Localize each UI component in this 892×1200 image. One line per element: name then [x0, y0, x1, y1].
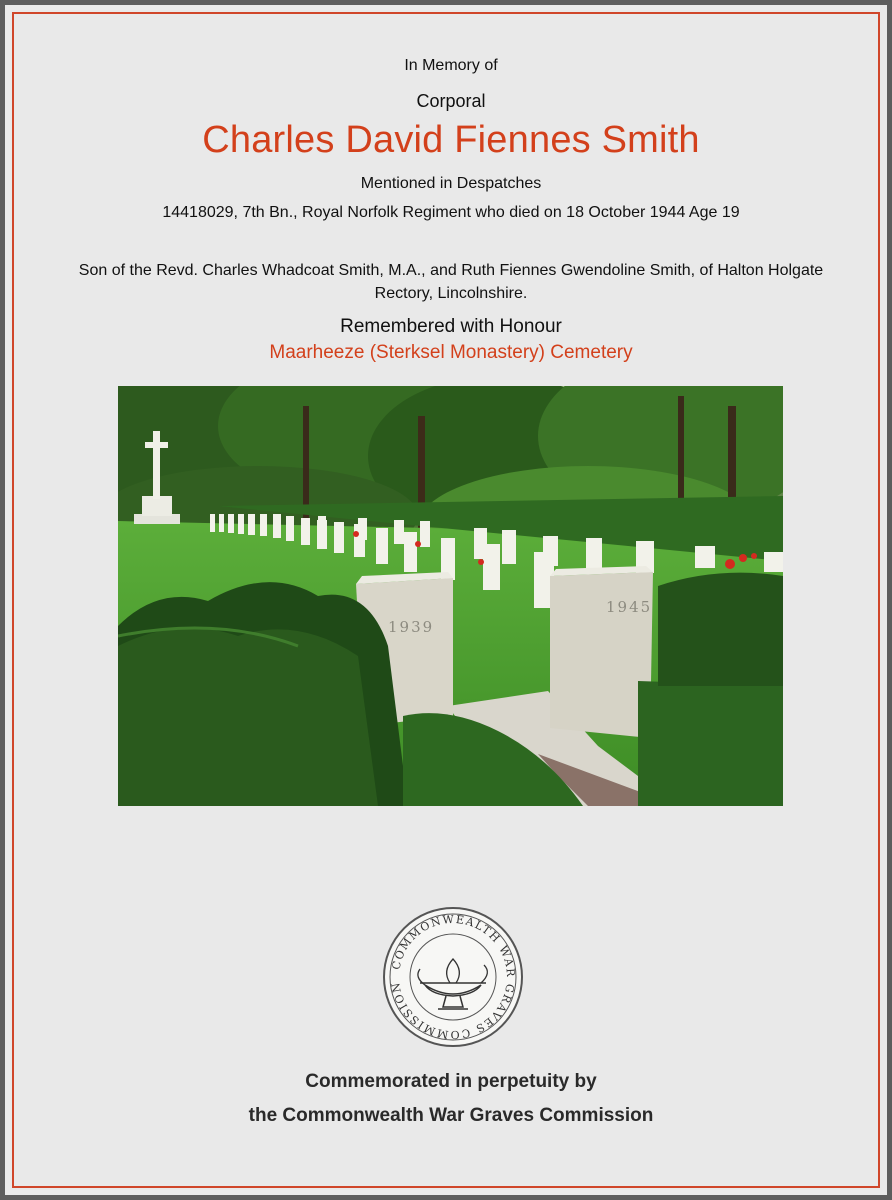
- cemetery-photo: [118, 386, 783, 806]
- remembered-label: Remembered with Honour: [340, 316, 562, 337]
- pillar-right-inscription: 1945: [606, 598, 653, 616]
- cemetery-name: Maarheeze (Sterksel Monastery) Cemetery: [269, 342, 633, 363]
- in-memory-heading: In Memory of: [404, 57, 498, 74]
- service-details: 14418029, 7th Bn., Royal Norfolk Regiment who died on 18 October 1944 Age 19: [162, 204, 740, 221]
- footer-line-1: Commemorated in perpetuity by: [305, 1071, 597, 1092]
- family-details: [25, 259, 877, 305]
- family-line-2: Rectory, Lincolnshire.: [374, 285, 528, 302]
- footer-line-2: the Commonwealth War Graves Commission: [248, 1105, 654, 1126]
- pillar-left-inscription: 1939: [388, 618, 435, 636]
- family-line-1: Son of the Revd. Charles Whadcoat Smith, M.A., and Ruth Fiennes Gwendoline Smith, of Halton Holgate: [78, 262, 824, 279]
- soldier-name: Charles David Fiennes Smith: [202, 119, 700, 161]
- rank-label: Corporal: [416, 91, 486, 111]
- cwgc-seal-logo: [380, 907, 526, 1047]
- svg-text:COMMONWEALTH WAR GRAVES COMMIS: COMMONWEALTH WAR GRAVES COMMISSION: [389, 912, 518, 1042]
- honour-label: Mentioned in Despatches: [360, 175, 542, 192]
